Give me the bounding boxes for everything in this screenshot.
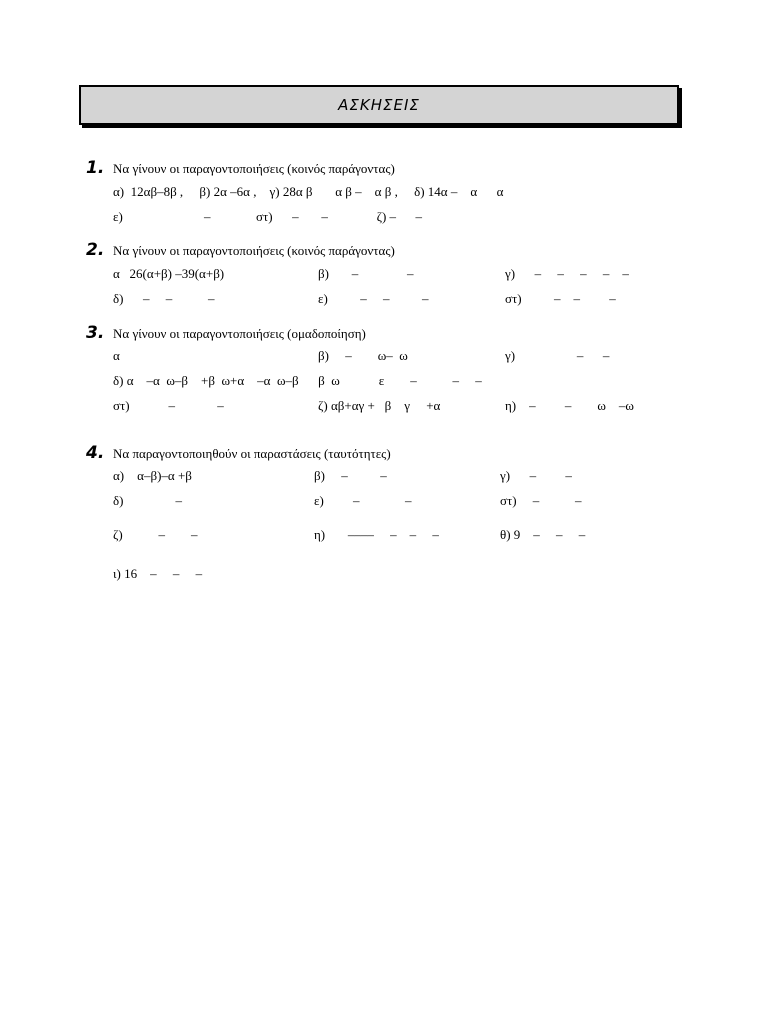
exercise-number: 2. [86,240,105,260]
exercise-item: στ) – – [500,493,582,508]
exercise-title: Να παραγοντοποιηθούν οι παραστάσεις (ταυτότητες) [113,446,391,461]
exercise-item: ζ) αβ+αγ + β γ +α [318,398,441,413]
exercise-item: α) 12αβ–8β , β) 2α –6α , γ) 28α β α β – α β , δ) 14α – α α [113,184,504,199]
exercise-item: α [113,348,120,363]
exercise-item: ε) – στ) – – ζ) – – [113,209,423,224]
exercise-item: η) – – ω –ω [505,398,634,413]
exercise-item: στ) – – – [505,291,616,306]
exercise-item: ι) 16 – – – [113,566,203,581]
exercise-item: γ) – – [500,468,572,483]
exercise-number: 3. [86,323,105,343]
exercise-item: δ) α –α ω–β +β ω+α –α ω–β β ω ε – – – [113,373,482,388]
exercise-item: δ) – – – [113,291,215,306]
exercise-2-heading [86,240,395,260]
exercise-1-heading [86,158,395,178]
exercise-title: Να γίνουν οι παραγοντοποιήσεις (ομαδοποίηση) [113,326,366,341]
exercise-item: δ) – [113,493,182,508]
exercise-item: γ) – – [505,348,610,363]
exercise-item: ζ) – – [113,527,198,542]
exercise-title: Να γίνουν οι παραγοντοποιήσεις (κοινός παράγοντας) [113,243,395,258]
exercise-item: η) –––– – – – [314,527,439,542]
exercise-number: 1. [86,158,105,178]
exercise-number: 4. [86,443,105,463]
page-title: ΑΣΚΗΣΕΙΣ [338,96,420,114]
exercise-title: Να γίνουν οι παραγοντοποιήσεις (κοινός παράγοντας) [113,161,395,176]
exercise-item: β) – – [318,266,414,281]
title-box [79,85,679,125]
exercise-4-heading [86,443,391,463]
exercise-item: στ) – – [113,398,224,413]
exercise-item: ε) – – – [318,291,429,306]
exercise-item: β) – ω– ω [318,348,408,363]
exercise-item: β) – – [314,468,387,483]
exercise-item: γ) – – – – – [505,266,629,281]
exercise-item: α 26(α+β) –39(α+β) [113,266,225,281]
exercise-item: θ) 9 – – – [500,527,586,542]
exercise-item: α) α–β)–α +β [113,468,192,483]
exercise-item: ε) – – [314,493,412,508]
exercise-3-heading [86,323,366,343]
